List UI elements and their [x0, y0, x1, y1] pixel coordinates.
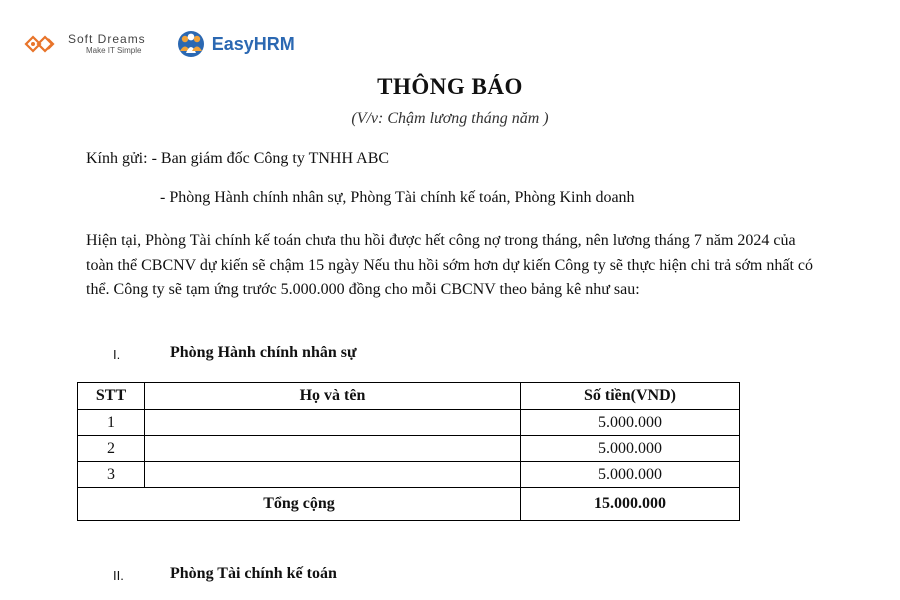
header-logos — [22, 24, 295, 64]
section-title: Phòng Tài chính kế toán — [170, 565, 337, 582]
total-label: Tổng cộng — [78, 488, 521, 521]
row-amount: 5.000.000 — [521, 410, 740, 436]
softdreams-name: Soft Dreams — [68, 32, 146, 46]
softdreams-logo — [22, 29, 146, 59]
easyhrm-people-icon — [174, 29, 208, 59]
body-paragraph: Hiện tại, Phòng Tài chính kế toán chưa thu hồi được hết công nợ trong tháng, nên lương tháng 7 năm 2024 của toàn thể CBCNV dự kiến sẽ chậm 15 ngày Nếu thu hồi sớm hơn dự kiến Công ty sẽ thực hiện chi trả sớm nhất có thể. Công ty sẽ tạm ứng trước 5.000.000 đồng cho mỗi CBCNV theo bảng kê như sau: — [86, 232, 813, 298]
table-header-row — [78, 383, 740, 410]
header-amount: Số tiền(VND) — [521, 383, 740, 410]
section-title: Phòng Hành chính nhân sự — [170, 344, 357, 361]
easyhrm-logo — [174, 29, 295, 59]
section-number: I. — [113, 347, 121, 362]
greeting-line: Kính gửi: - Ban giám đốc Công ty TNHH ABC — [86, 150, 390, 167]
table-row — [78, 436, 740, 462]
row-name — [145, 462, 521, 488]
document-title: THÔNG BÁO — [377, 74, 523, 99]
salary-advance-table — [77, 382, 740, 521]
section-number: II. — [113, 568, 124, 583]
header-stt: STT — [78, 383, 145, 410]
table-total-row — [78, 488, 740, 521]
table-row — [78, 410, 740, 436]
row-stt: 1 — [78, 410, 145, 436]
table-row — [78, 462, 740, 488]
row-name — [145, 410, 521, 436]
softdreams-mark-icon — [22, 29, 62, 59]
document-subtitle: (V/v: Chậm lương tháng năm ) — [351, 110, 549, 127]
row-amount: 5.000.000 — [521, 462, 740, 488]
row-stt: 2 — [78, 436, 145, 462]
total-amount: 15.000.000 — [521, 488, 740, 521]
recipients-line: - Phòng Hành chính nhân sự, Phòng Tài chính kế toán, Phòng Kinh doanh — [160, 189, 635, 206]
softdreams-tagline: Make IT Simple — [86, 46, 142, 55]
row-name — [145, 436, 521, 462]
row-amount: 5.000.000 — [521, 436, 740, 462]
row-stt: 3 — [78, 462, 145, 488]
easyhrm-name: EasyHRM — [211, 33, 295, 54]
header-name: Họ và tên — [145, 383, 521, 410]
